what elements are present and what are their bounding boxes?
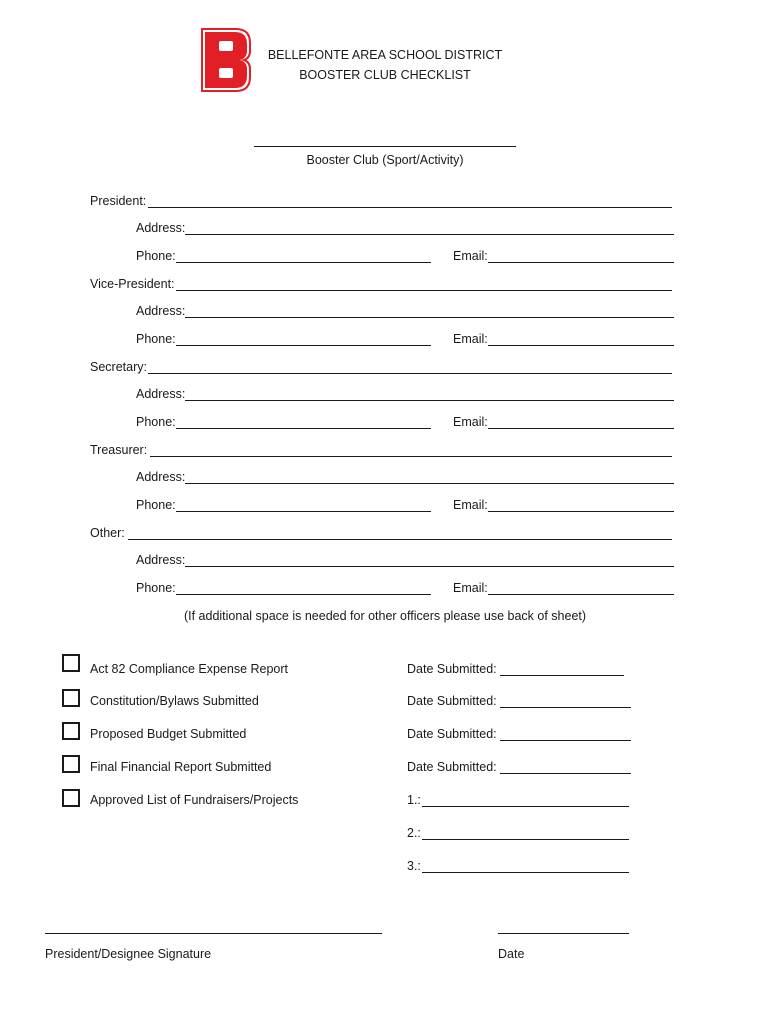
checklist-checkbox[interactable] [62, 654, 80, 672]
address-field[interactable] [185, 234, 674, 235]
checklist-label: Approved List of Fundraisers/Projects [90, 793, 299, 807]
date-submitted-field[interactable] [500, 740, 631, 741]
officer-name-field[interactable] [176, 290, 672, 291]
phone-field[interactable] [176, 262, 431, 263]
checklist-label: Act 82 Compliance Expense Report [90, 662, 289, 676]
officer-name-field[interactable] [150, 456, 672, 457]
checklist-title: BOOSTER CLUB CHECKLIST [299, 68, 471, 82]
officer-name-field[interactable] [148, 373, 672, 374]
address-label: Address: [136, 470, 186, 484]
phone-field[interactable] [176, 511, 431, 512]
officer-name-field[interactable] [128, 539, 672, 540]
checklist-label: Constitution/Bylaws Submitted [90, 694, 259, 708]
fundraiser-item-label: 2.: [407, 826, 421, 840]
phone-label: Phone: [136, 498, 176, 512]
signature-date-label: Date [498, 947, 525, 961]
officer-role-label: Treasurer: [90, 443, 148, 457]
date-submitted-field[interactable] [500, 773, 631, 774]
fundraiser-item-field[interactable] [422, 806, 629, 807]
phone-label: Phone: [136, 249, 176, 263]
signature-field[interactable] [45, 933, 382, 934]
email-field[interactable] [488, 262, 674, 263]
email-label: Email: [453, 332, 488, 346]
address-label: Address: [136, 221, 186, 235]
date-submitted-label: Date Submitted: [407, 694, 497, 708]
checklist-checkbox[interactable] [62, 755, 80, 773]
phone-field[interactable] [176, 428, 431, 429]
checklist-checkbox[interactable] [62, 789, 80, 807]
address-field[interactable] [185, 483, 674, 484]
email-label: Email: [453, 581, 488, 595]
checklist-label: Final Financial Report Submitted [90, 760, 272, 774]
phone-field[interactable] [176, 594, 431, 595]
date-submitted-field[interactable] [500, 675, 624, 676]
address-field[interactable] [185, 317, 674, 318]
club-name-field[interactable] [254, 146, 516, 147]
date-submitted-label: Date Submitted: [407, 662, 497, 676]
phone-label: Phone: [136, 581, 176, 595]
officer-name-field[interactable] [148, 207, 672, 208]
district-title: BELLEFONTE AREA SCHOOL DISTRICT [267, 48, 503, 62]
phone-label: Phone: [136, 415, 176, 429]
fundraiser-item-label: 1.: [407, 793, 421, 807]
checklist-checkbox[interactable] [62, 722, 80, 740]
email-label: Email: [453, 498, 488, 512]
officer-role-label: Secretary: [90, 360, 147, 374]
address-label: Address: [136, 553, 186, 567]
checklist-label: Proposed Budget Submitted [90, 727, 247, 741]
email-field[interactable] [488, 594, 674, 595]
date-submitted-label: Date Submitted: [407, 760, 497, 774]
additional-space-note: (If additional space is needed for other officers please use back of sheet) [183, 609, 587, 623]
address-label: Address: [136, 304, 186, 318]
email-label: Email: [453, 249, 488, 263]
signature-date-field[interactable] [498, 933, 629, 934]
date-submitted-label: Date Submitted: [407, 727, 497, 741]
officer-role-label: Other: [90, 526, 125, 540]
email-field[interactable] [488, 345, 674, 346]
club-label: Booster Club (Sport/Activity) [306, 153, 464, 167]
officer-role-label: President: [90, 194, 147, 208]
phone-field[interactable] [176, 345, 431, 346]
fundraiser-item-label: 3.: [407, 859, 421, 873]
address-label: Address: [136, 387, 186, 401]
email-label: Email: [453, 415, 488, 429]
fundraiser-item-field[interactable] [422, 839, 629, 840]
address-field[interactable] [185, 566, 674, 567]
phone-label: Phone: [136, 332, 176, 346]
address-field[interactable] [185, 400, 674, 401]
fundraiser-item-field[interactable] [422, 872, 629, 873]
signature-label: President/Designee Signature [45, 947, 212, 961]
checklist-checkbox[interactable] [62, 689, 80, 707]
date-submitted-field[interactable] [500, 707, 631, 708]
officer-role-label: Vice-President: [90, 277, 175, 291]
email-field[interactable] [488, 511, 674, 512]
email-field[interactable] [488, 428, 674, 429]
